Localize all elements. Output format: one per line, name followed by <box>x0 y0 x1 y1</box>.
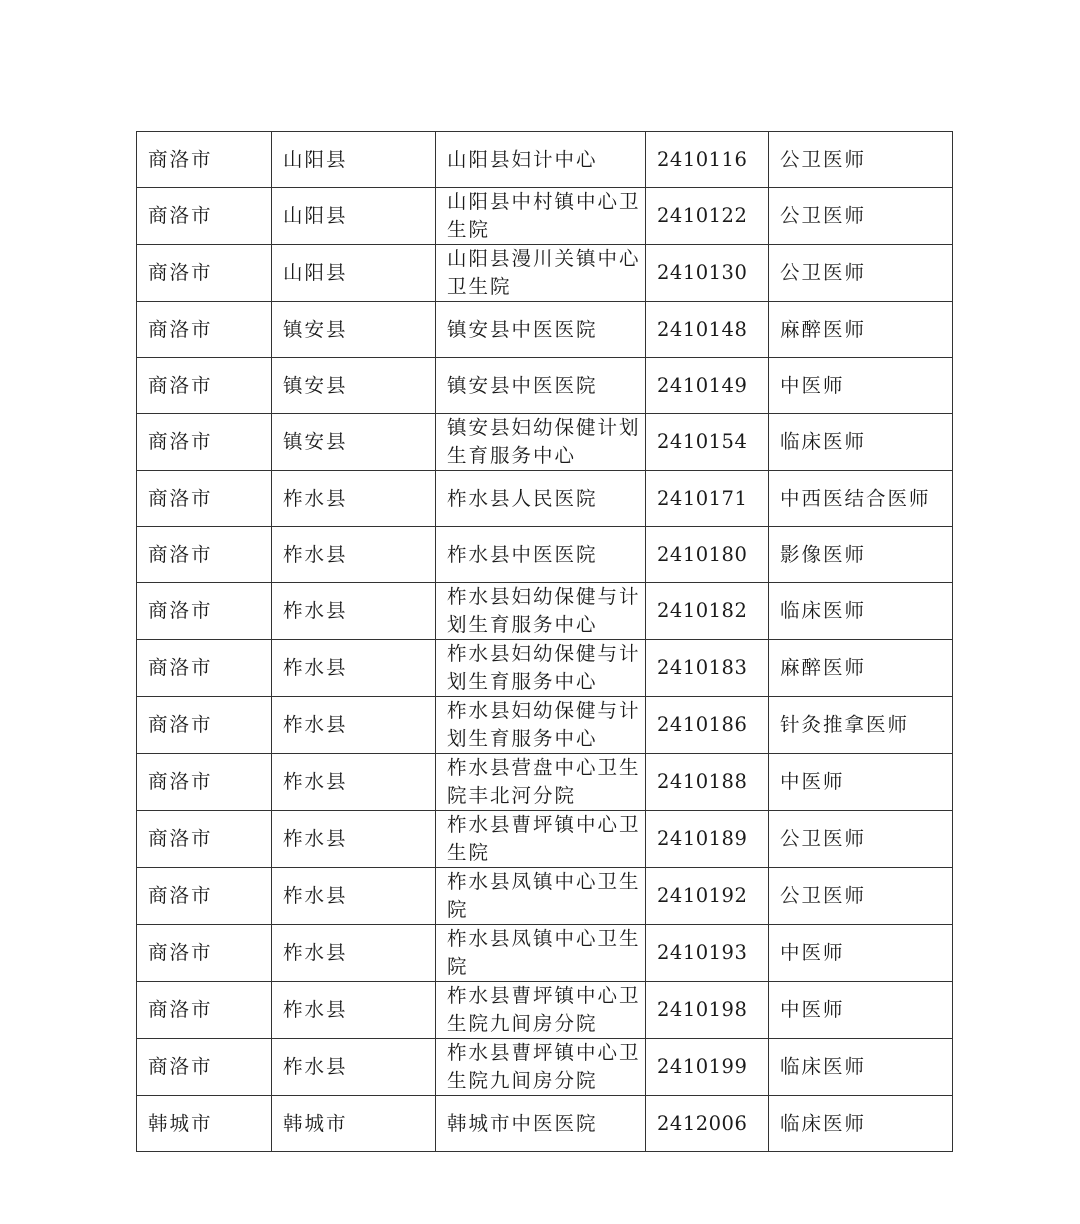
position-table <box>136 131 953 1152</box>
post-cell: 麻醉医师 <box>769 302 953 358</box>
table-row <box>137 471 953 527</box>
county-cell: 柞水县 <box>272 925 436 982</box>
county-cell: 镇安县 <box>272 358 436 414</box>
city-cell: 商洛市 <box>137 188 272 245</box>
position-code-cell: 2410183 <box>646 640 769 697</box>
city-cell: 商洛市 <box>137 471 272 527</box>
table-row <box>137 527 953 583</box>
post-cell: 临床医师 <box>769 583 953 640</box>
city-cell: 商洛市 <box>137 754 272 811</box>
post-cell: 公卫医师 <box>769 868 953 925</box>
county-cell: 镇安县 <box>272 302 436 358</box>
position-code-cell: 2410193 <box>646 925 769 982</box>
position-code-cell: 2410149 <box>646 358 769 414</box>
unit-cell: 韩城市中医医院 <box>436 1096 646 1152</box>
table-row <box>137 697 953 754</box>
county-cell: 山阳县 <box>272 188 436 245</box>
unit-cell: 柞水县妇幼保健与计划生育服务中心 <box>436 640 646 697</box>
city-cell: 商洛市 <box>137 982 272 1039</box>
unit-cell: 山阳县中村镇中心卫生院 <box>436 188 646 245</box>
position-code-cell: 2410148 <box>646 302 769 358</box>
unit-cell: 柞水县凤镇中心卫生院 <box>436 925 646 982</box>
county-cell: 柞水县 <box>272 640 436 697</box>
position-code-cell: 2410189 <box>646 811 769 868</box>
post-cell: 中医师 <box>769 358 953 414</box>
table-row <box>137 414 953 471</box>
position-code-cell: 2410198 <box>646 982 769 1039</box>
table-row <box>137 754 953 811</box>
table-row <box>137 1039 953 1096</box>
position-code-cell: 2410171 <box>646 471 769 527</box>
position-code-cell: 2410122 <box>646 188 769 245</box>
post-cell: 中医师 <box>769 754 953 811</box>
unit-cell: 柞水县营盘中心卫生院丰北河分院 <box>436 754 646 811</box>
table-row <box>137 925 953 982</box>
city-cell: 韩城市 <box>137 1096 272 1152</box>
city-cell: 商洛市 <box>137 811 272 868</box>
post-cell: 公卫医师 <box>769 188 953 245</box>
post-cell: 临床医师 <box>769 414 953 471</box>
unit-cell: 柞水县人民医院 <box>436 471 646 527</box>
county-cell: 柞水县 <box>272 471 436 527</box>
city-cell: 商洛市 <box>137 925 272 982</box>
table-row <box>137 302 953 358</box>
unit-cell: 柞水县曹坪镇中心卫生院 <box>436 811 646 868</box>
unit-cell: 柞水县妇幼保健与计划生育服务中心 <box>436 697 646 754</box>
table-row <box>137 640 953 697</box>
position-code-cell: 2410180 <box>646 527 769 583</box>
post-cell: 公卫医师 <box>769 811 953 868</box>
city-cell: 商洛市 <box>137 1039 272 1096</box>
post-cell: 公卫医师 <box>769 245 953 302</box>
city-cell: 商洛市 <box>137 868 272 925</box>
county-cell: 柞水县 <box>272 697 436 754</box>
county-cell: 镇安县 <box>272 414 436 471</box>
position-code-cell: 2412006 <box>646 1096 769 1152</box>
city-cell: 商洛市 <box>137 414 272 471</box>
position-code-cell: 2410192 <box>646 868 769 925</box>
position-code-cell: 2410130 <box>646 245 769 302</box>
position-code-cell: 2410182 <box>646 583 769 640</box>
post-cell: 公卫医师 <box>769 132 953 188</box>
unit-cell: 柞水县妇幼保健与计划生育服务中心 <box>436 583 646 640</box>
post-cell: 中医师 <box>769 982 953 1039</box>
post-cell: 临床医师 <box>769 1096 953 1152</box>
position-code-cell: 2410154 <box>646 414 769 471</box>
county-cell: 山阳县 <box>272 132 436 188</box>
county-cell: 柞水县 <box>272 583 436 640</box>
city-cell: 商洛市 <box>137 697 272 754</box>
post-cell: 麻醉医师 <box>769 640 953 697</box>
post-cell: 中西医结合医师 <box>769 471 953 527</box>
position-code-cell: 2410186 <box>646 697 769 754</box>
unit-cell: 山阳县妇计中心 <box>436 132 646 188</box>
county-cell: 柞水县 <box>272 527 436 583</box>
table-row <box>137 188 953 245</box>
unit-cell: 山阳县漫川关镇中心卫生院 <box>436 245 646 302</box>
unit-cell: 柞水县中医医院 <box>436 527 646 583</box>
unit-cell: 柞水县曹坪镇中心卫生院九间房分院 <box>436 1039 646 1096</box>
city-cell: 商洛市 <box>137 358 272 414</box>
county-cell: 柞水县 <box>272 754 436 811</box>
unit-cell: 柞水县曹坪镇中心卫生院九间房分院 <box>436 982 646 1039</box>
table-row <box>137 583 953 640</box>
post-cell: 中医师 <box>769 925 953 982</box>
post-cell: 临床医师 <box>769 1039 953 1096</box>
city-cell: 商洛市 <box>137 245 272 302</box>
county-cell: 柞水县 <box>272 1039 436 1096</box>
table-row <box>137 982 953 1039</box>
county-cell: 柞水县 <box>272 811 436 868</box>
unit-cell: 柞水县凤镇中心卫生院 <box>436 868 646 925</box>
county-cell: 山阳县 <box>272 245 436 302</box>
position-code-cell: 2410199 <box>646 1039 769 1096</box>
unit-cell: 镇安县妇幼保健计划生育服务中心 <box>436 414 646 471</box>
table-row <box>137 1096 953 1152</box>
county-cell: 柞水县 <box>272 982 436 1039</box>
table-row <box>137 132 953 188</box>
city-cell: 商洛市 <box>137 132 272 188</box>
city-cell: 商洛市 <box>137 583 272 640</box>
city-cell: 商洛市 <box>137 527 272 583</box>
city-cell: 商洛市 <box>137 302 272 358</box>
unit-cell: 镇安县中医医院 <box>436 302 646 358</box>
post-cell: 针灸推拿医师 <box>769 697 953 754</box>
table-row <box>137 868 953 925</box>
county-cell: 柞水县 <box>272 868 436 925</box>
post-cell: 影像医师 <box>769 527 953 583</box>
table-row <box>137 811 953 868</box>
position-code-cell: 2410116 <box>646 132 769 188</box>
county-cell: 韩城市 <box>272 1096 436 1152</box>
table-row <box>137 358 953 414</box>
city-cell: 商洛市 <box>137 640 272 697</box>
position-code-cell: 2410188 <box>646 754 769 811</box>
unit-cell: 镇安县中医医院 <box>436 358 646 414</box>
table-row <box>137 245 953 302</box>
